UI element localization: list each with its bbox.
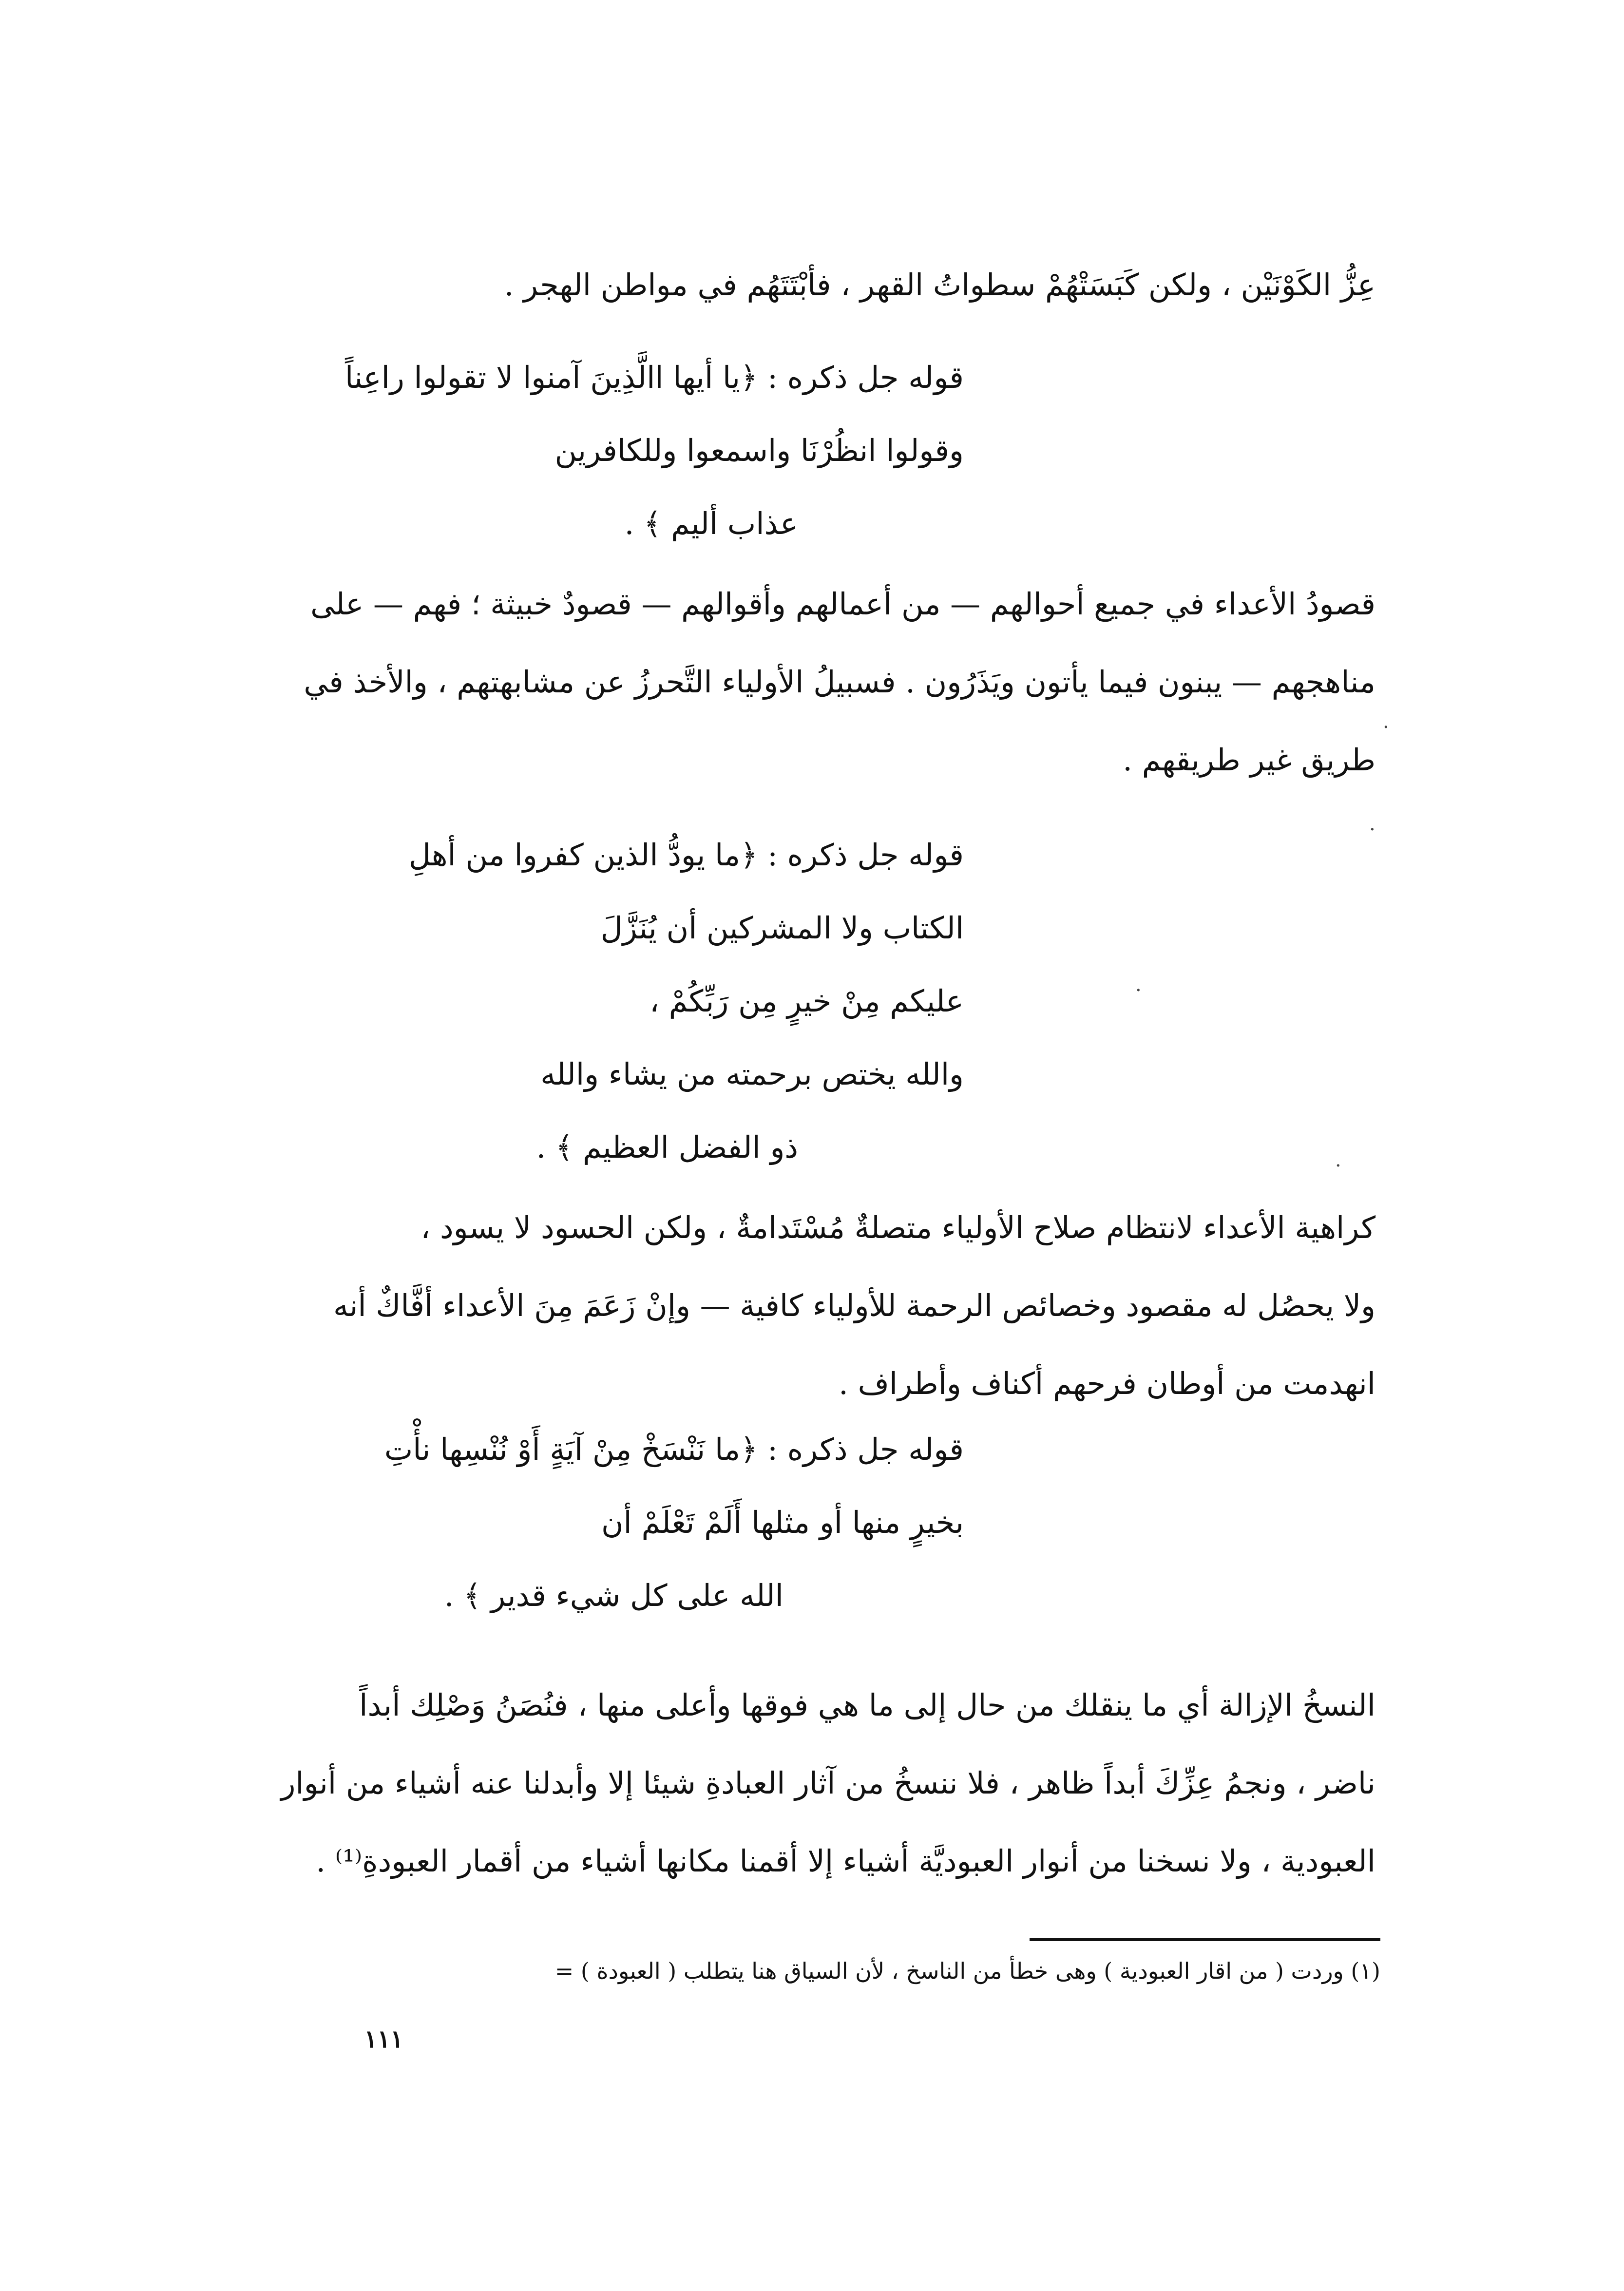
commentary-paragraph-3 (245, 1666, 1376, 1900)
text-line: النسخُ الإزالة أي ما ينقلك من حال إلى ما هي فوقها وأعلى منها ، فنُصَنُ وَصْلِك أبداً (359, 1687, 1376, 1723)
verse-line: قوله جل ذكره : ﴿ما يودُّ الذين كفروا من أهلِ (408, 837, 964, 873)
text-line: عِزُّ الكَوْنَيْن ، ولكن كَبَسَتْهُمْ سطواتُ القهر ، فأبْتَتَهُم في مواطن الهجر . (504, 267, 1376, 303)
intro-paragraph (245, 246, 1376, 324)
stray-mark: · (1335, 1155, 1341, 1177)
verse-line: ذو الفضل العظيم ﴾ . (536, 1129, 798, 1165)
verse-line: وقولوا انظُرْنَا واسمعوا وللكافرين (554, 433, 964, 468)
text-line: مناهجهم — يبنون فيما يأتون ويَذَرُون . فسبيلُ الأولياء التَّحرزُ عن مشابهتهم ، والأخذ في (304, 664, 1376, 700)
text-line: انهدمت من أوطان فرحهم أكناف وأطراف . (839, 1366, 1376, 1401)
page-number: ١١١ (364, 2024, 403, 2053)
stray-mark: · (1369, 819, 1376, 841)
text-line: كراهية الأعداء لانتظام صلاح الأولياء متصلةٌ مُسْتَدامةٌ ، ولكن الحسود لا يسود ، (420, 1210, 1376, 1245)
verse-line: والله يختص برحمته من يشاء والله (540, 1056, 964, 1092)
stray-mark: · (1383, 716, 1389, 739)
verse-line: عليكم مِنْ خيرٍ مِن رَبِّكُمْ ، (649, 983, 964, 1019)
quran-verse-1 (184, 341, 964, 560)
footnote-separator (1030, 1938, 1380, 1941)
stray-mark: · (1135, 979, 1142, 1002)
verse-line: الله على كل شيء قدير ﴾ . (444, 1578, 783, 1613)
commentary-paragraph-1 (245, 565, 1376, 799)
quran-verse-2 (184, 819, 964, 1184)
verse-line: قوله جل ذكره : ﴿ما نَنْسَخْ مِنْ آيَةٍ أَوْ نُنْسِها نأْتِ (384, 1432, 964, 1467)
verse-line: قوله جل ذكره : ﴿يا أيها االَّذِينَ آمنوا لا تقولوا راعِناً (345, 360, 964, 395)
verse-line: بخيرٍ منها أو مثلها أَلَمْ تَعْلَمْ أن (601, 1505, 964, 1540)
text-line: العبودية ، ولا نسخنا من أنوار العبوديَّة أشياء إلا أقمنا مكانها أشياء من أقمار العبودةِ⁽¹⁾ . (316, 1843, 1376, 1879)
verse-line: عذاب أليم ﴾ . (624, 506, 798, 541)
footnote: (١) وردت ( من اقار العبودية ) وهى خطأ من الناسخ ، لأن السياق هنا يتطلب ( العبودة ) = (554, 1958, 1380, 1984)
text-line: قصودُ الأعداء في جميع أحوالهم — من أعمالهم وأقوالهم — قصودٌ خبيثة ؛ فهم — على (310, 586, 1376, 622)
text-line: ولا يحصُل له مقصود وخصائص الرحمة للأولياء كافية — وإنْ زَعَمَ مِنَ الأعداء أفَّاكٌ أنه (333, 1288, 1376, 1323)
quran-verse-3 (184, 1413, 964, 1632)
text-line: ناضر ، ونجمُ عِزِّكَ أبداً ظاهر ، فلا ننسخُ من آثار العبادةِ شيئا إلا وأبدلنا عنه أشياء من أنوار (281, 1765, 1376, 1801)
commentary-paragraph-2 (245, 1189, 1376, 1423)
text-line: طريق غير طريقهم . (1123, 742, 1376, 778)
verse-line: الكتاب ولا المشركين أن يُنَزَّلَ (600, 910, 964, 946)
